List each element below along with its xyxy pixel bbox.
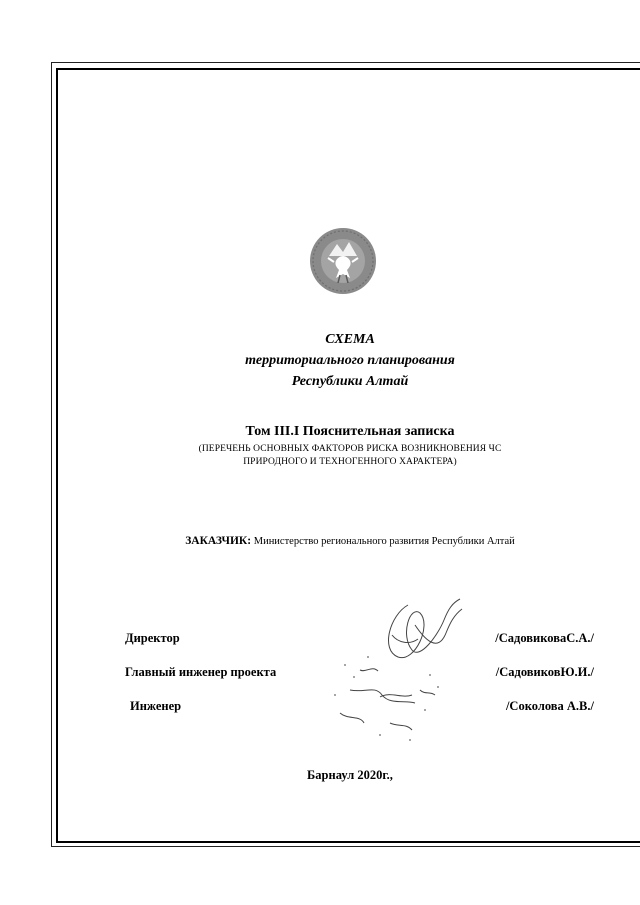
- city-year: Барнаул 2020г.,: [307, 768, 393, 782]
- subtitle-line: ПРИРОДНОГО И ТЕХНОГЕННОГО ХАРАКТЕРА): [243, 457, 457, 467]
- subtitle-line: (ПЕРЕЧЕНЬ ОСНОВНЫХ ФАКТОРОВ РИСКА ВОЗНИКНОВЕНИЯ ЧС: [198, 444, 502, 454]
- volume-title: Том III.I Пояснительная записка: [245, 424, 455, 439]
- volume-subtitle: [60, 443, 640, 469]
- republic-emblem-icon: [309, 226, 377, 296]
- signature-director: /СадовиковаС.А./: [495, 631, 594, 645]
- handwritten-signature: [320, 595, 480, 745]
- role-director: Директор: [125, 631, 180, 645]
- signature-engineer: /Соколова А.В./: [505, 699, 594, 713]
- customer-value: Министерство регионального развития Республики Алтай: [253, 536, 515, 547]
- title-line: СХЕМА: [325, 332, 375, 347]
- signature-chief-engineer: /СадовиковЮ.И./: [495, 665, 594, 679]
- customer-label: ЗАКАЗЧИК:: [185, 535, 252, 547]
- document-title: [60, 329, 640, 392]
- title-line: территориального планирования: [245, 353, 455, 368]
- role-engineer: Инженер: [130, 699, 182, 713]
- title-line: Республики Алтай: [291, 374, 409, 389]
- customer-line: [60, 535, 640, 547]
- role-chief-engineer: Главный инженер проекта: [125, 665, 277, 679]
